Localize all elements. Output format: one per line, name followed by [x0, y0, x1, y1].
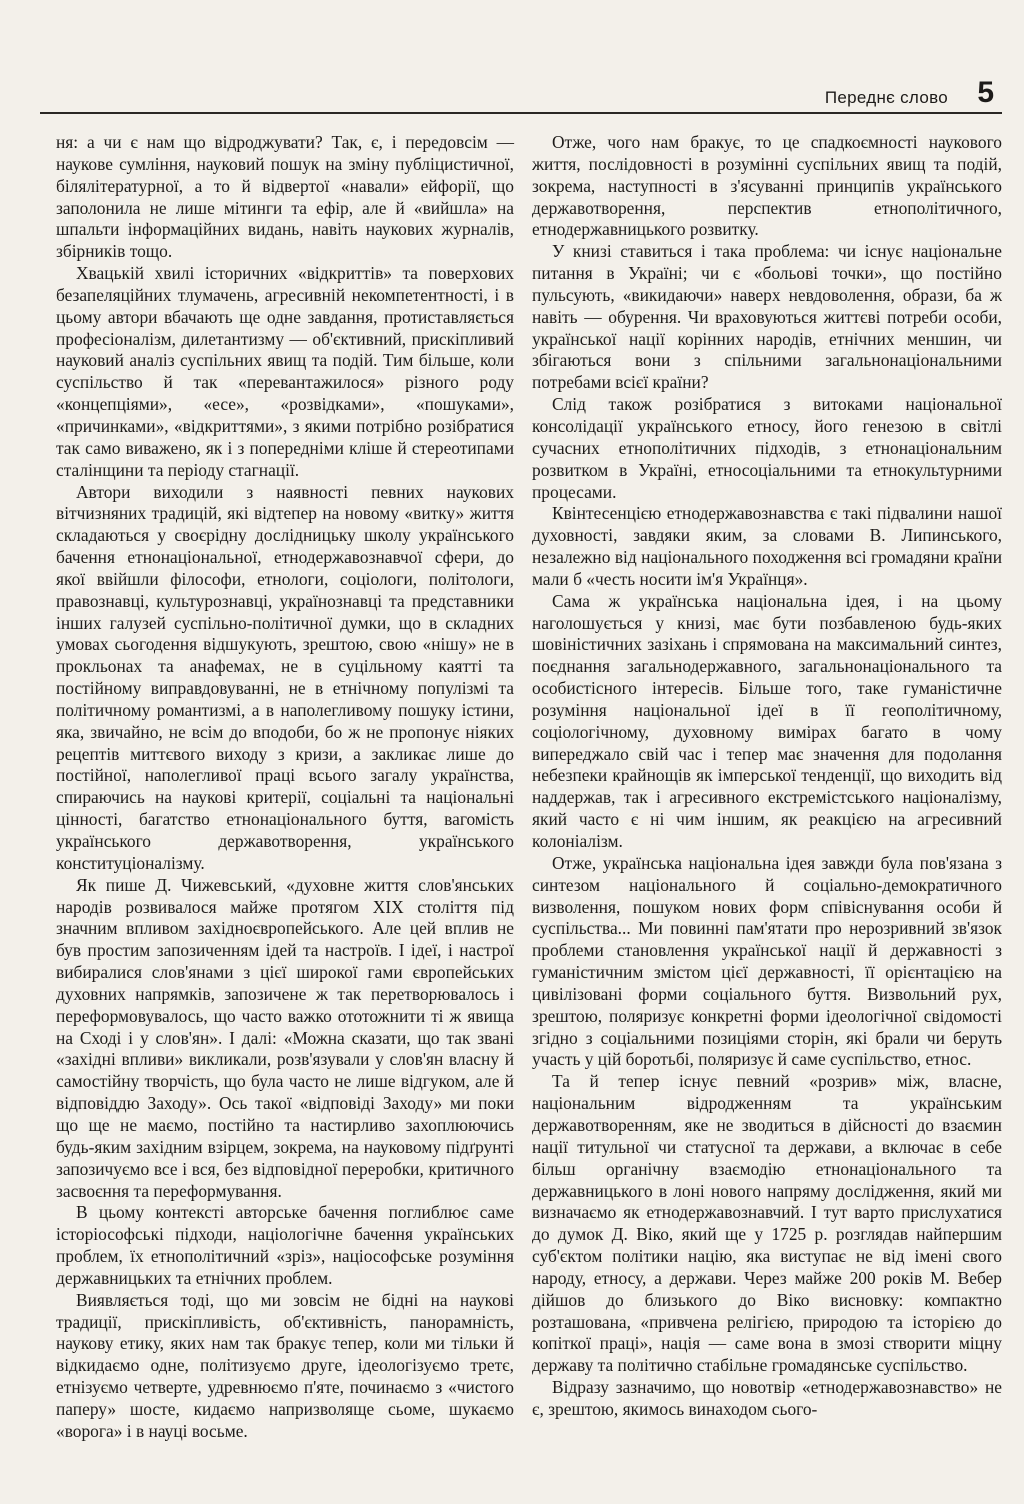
paragraph: ня: а чи є нам що відроджувати? Так, є, і передовсім — наукове сумління, науковий пошук на зміну публіцистичної, білялітературної, а то й відвертої «навали» ейфорії, що заполонила не лише мітинги та ефір, але й «вийшла» на шпальти інформаційних видань, навіть наукових журналів, збірників тощо. — [56, 132, 514, 262]
paragraph: Сама ж українська національна ідея, і на цьому наголошується у книзі, має бути позбавленою будь-яких шовіністичних зазіхань і спрямована на максимальний синтез, поєднання загальнодержавного, загальнонаціонального та особистісного інтересів. Більше того, таке гуманістичне розуміння національної ідеї в її геополітичному, соціологічному, духовному вимірах багато в чому випереджало свій час і тепер має значення для подолання небезпеки крайнощів як імперської тенденції, що виходить від наддержав, так і агресивного екстремістського націоналізму, який часто є ні чим іншим, як реакцією на агресивний колоніалізм. — [532, 590, 1002, 851]
page-number: 5 — [977, 76, 994, 109]
paragraph: Отже, чого нам бракує, то це спадкоємності наукового життя, послідовності в розумінні суспільних явищ та подій, зокрема, наступності в з'ясуванні принципів українського державотворення, перспектив етнополітичного, етнодержавницького розвитку. — [532, 132, 1002, 240]
paragraph: Автори виходили з наявності певних наукових вітчизняних традицій, які відтепер на новому «витку» життя складаються у своєрідну дослідницьку школу українського бачення етнонаціональної, етнодержавознавчої сфери, до якої ввійшли філософи, етнологи, соціологи, політологи, правознавці, культурознавці, українознавці та представники інших галузей суспільно-політичної думки, що в складних умовах сьогодення відшукують, зрештою, свою «нішу» не в прокльонах та анафемах, не в суцільному каятті та постійному виправдовуванні, не в етнічному популізмі та політичному романтизмі, а в наполегливому пошуку істини, яка, звичайно, не всім до вподоби, бо ж не пропонує ніяких рецептів миттєвого виходу з кризи, а закликає лише до постійної, наполегливої праці всього загалу українства, спираючись на наукові критерії, соціальні та національні цінності, багатство етнонаціонального буття, вагомість українського державотворення, українського конституціоналізму. — [56, 481, 514, 873]
paragraph: Хвацькій хвилі історичних «відкриттів» та поверхових безапеляційних тлумачень, агресивній некомпетентності, і в цьому автори вбачають ще одне завдання, протиставляється професіоналізм, дилетантизму — об'єктивний, прискіпливий науковий аналіз суспільних явищ та подій. Тим більше, коли суспільство й так «перевантажилося» різного роду «концепціями», «есе», «розвідками», «пошуками», «причинками», «відкриттями», з якими потрібно розібратися так само виважено, як і з попередніми кліше й стереотипами сталінщини та періоду стагнації. — [56, 263, 514, 480]
paragraph: Та й тепер існує певний «розрив» між, власне, національним відродженням та українським державотворенням, яке не зводиться в дійсності до взаємин нації титульної чи статусної та держави, а включає в себе більш органічну взаємодію етнонаціонального та державницького в лоні нового напряму дослідження, який ми визначаємо як етнодержавознавчий. І тут варто прислухатися до думок Д. Віко, який ще у 1725 р. розглядав найпершим суб'єктом політики націю, яка виступає не від імені свого народу, етносу, а держави. Через майже 200 років М. Вебер дійшов до близького до Віко висновку: компактно розташована, «привчена релігією, природою та історією до копіткої праці», нація — саме вона в змозі створити міцну державу та політично стабільне громадянське суспільство. — [532, 1071, 1002, 1376]
paragraph: У книзі ставиться і така проблема: чи існує національне питання в Україні; чи є «больові точки», що постійно пульсують, «викидаючи» наверх невдоволення, образи, ба ж навіть — обурення. Чи враховуються життєві потреби особи, української нації корінних народів, етнічних меншин, чи збігаються вони з спільними загальнонаціональними потребами всієї країни? — [532, 241, 1002, 393]
paragraph: Квінтесенцією етнодержавознавства є такі підвалини нашої духовності, завдяки яким, за словами В. Липинського, незалежно від національного походження всі громадяни країни мали б «честь носити ім'я Українця». — [532, 503, 1002, 589]
paragraph: Отже, українська національна ідея завжди була пов'язана з синтезом національного й соціально-демократичного визволення, пошуком нових форм співіснування особи й суспільства... Ми повинні пам'ятати про нерозривний зв'язок проблеми становлення української нації й державності з гуманістичним змістом цієї державності, її орієнтацією на цивілізовані форми соціального буття. Визвольний рух, зрештою, поляризує конкретні форми ідеологічної свідомості згідно з соціальними позиціями сторін, які брали чи беруть участь у цій боротьбі, поляризує й саме суспільство, етнос. — [532, 852, 1002, 1070]
left-column — [56, 132, 514, 1443]
paragraph: Як пише Д. Чижевський, «духовне життя слов'янських народів розвивалося майже протягом XIX століття під значним впливом західноєвропейського. Але цей вплив не був простим запозиченням ідей та настроїв. І ідеї, і настрої вибиралися слов'янами з цієї широкої гами європейських духовних напрямків, запозичене ж так перетворювалось і переформовувалось, що часто важко ототожнити ті ж явища на Сході і у слов'ян». І далі: «Можна сказати, що так звані «західні впливи» викликали, розв'язували у слов'ян власну й самостійну творчість, що була часто не лише відгуком, але й відповіддю Заходу». Ось такої «відповіді Заходу» ми поки що ще не маємо, постійно та настирливо захоплюючись будь-яким західним взірцем, зокрема, на науковому підґрунті запозичуємо все і вся, без відповідної переробки, критичного засвоєння та переформування. — [56, 874, 514, 1201]
section-title: Переднє слово — [824, 88, 948, 107]
paragraph: Слід також розібратися з витоками національної консолідації українського етносу, його генезою в світлі сучасних етнополітичних підходів, з етнонаціональним розвитком в Україні, етносоціальними та етнокультурними процесами. — [532, 394, 1002, 502]
paragraph: Відразу зазначимо, що новотвір «етнодержавознавство» не є, зрештою, якимось винаходом сього- — [532, 1377, 1002, 1419]
paragraph: Виявляється тоді, що ми зовсім не бідні на наукові традиції, прискіпливість, об'єктивність, панорамність, наукову етику, яких нам так бракує тепер, коли ми тільки й відкидаємо одне, політизуємо друге, ідеологізуємо третє, етнізуємо четверте, удревнюємо п'яте, починаємо з «чистого паперу» шосте, кидаємо напризволяще сьоме, шукаємо «ворога» і в науці восьме. — [56, 1289, 514, 1441]
paragraph: В цьому контексті авторське бачення поглиблює саме історіософські підходи, націологічне бачення українських проблем, їх етнополітичний «зріз», націософське розуміння державницьких та етнічних проблем. — [56, 1202, 514, 1288]
running-header — [40, 78, 1002, 116]
header-rule — [40, 112, 1002, 114]
right-column — [532, 132, 1002, 1421]
